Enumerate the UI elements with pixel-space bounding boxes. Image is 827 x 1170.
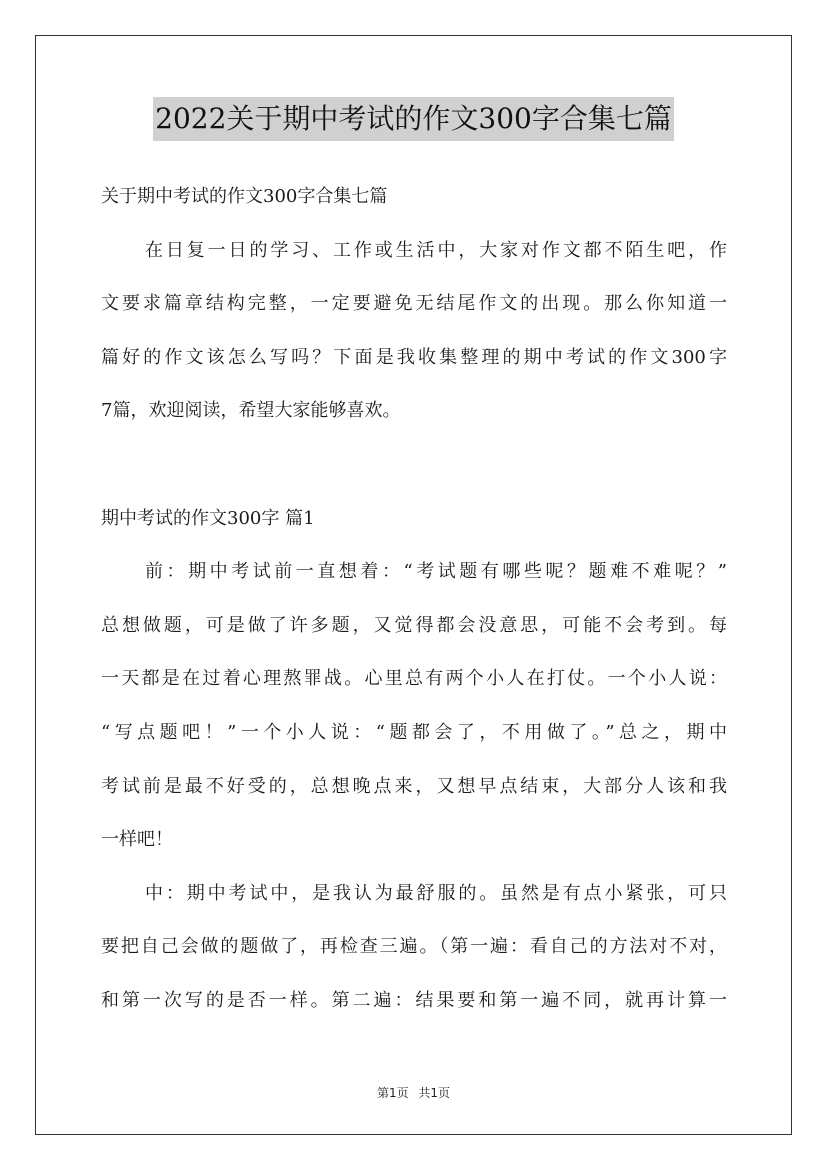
subtitle-line: 关于期中考试的作文300字合集七篇 [101,186,388,207]
section-spacer [101,438,727,492]
page-number-footer: 第1页 共1页 [376,1086,451,1100]
para1-line-5: 考试前是最不好受的，总想晚点来，又想早点结束，大部分人该和我 [101,775,727,797]
para1-line-3: 一天都是在过着心理熬罪战。心里总有两个小人在打仗。一个小人说： [101,668,727,690]
intro-line-4: 7篇，欢迎阅读，希望大家能够喜欢。 [101,400,401,422]
para2-line-3: 和第一次写的是否一样。第二遍：结果要和第一遍不同，就再计算一 [101,989,727,1011]
document-body [101,170,727,1028]
para2-line-1: 中：期中考试中，是我认为最舒服的。虽然是有点小紧张，可只 [145,882,727,904]
intro-line-1: 在日复一日的学习、工作或生活中，大家对作文都不陌生吧，作 [145,239,727,261]
document-title: 2022关于期中考试的作文300字合集七篇 [153,97,674,141]
intro-line-2: 文要求篇章结构完整，一定要避免无结尾作文的出现。那么你知道一 [101,293,727,315]
section-heading: 期中考试的作文300字 篇1 [101,507,315,529]
para1-line-2: 总想做题，可是做了许多题，又觉得都会没意思，可能不会考到。每 [101,614,727,636]
para2-line-2: 要把自己会做的题做了，再检查三遍。（第一遍：看自己的方法对不对， [101,936,727,958]
para1-line-6: 一样吧！ [101,829,173,851]
para1-line-4: “写点题吧！”一个小人说：“题都会了，不用做了。”总之，期中 [101,721,727,743]
title-container [0,97,827,141]
intro-line-3: 篇好的作文该怎么写吗？下面是我收集整理的期中考试的作文300字 [101,346,727,368]
para1-line-1: 前：期中考试前一直想着：“考试题有哪些呢？题难不难呢？” [145,561,727,583]
